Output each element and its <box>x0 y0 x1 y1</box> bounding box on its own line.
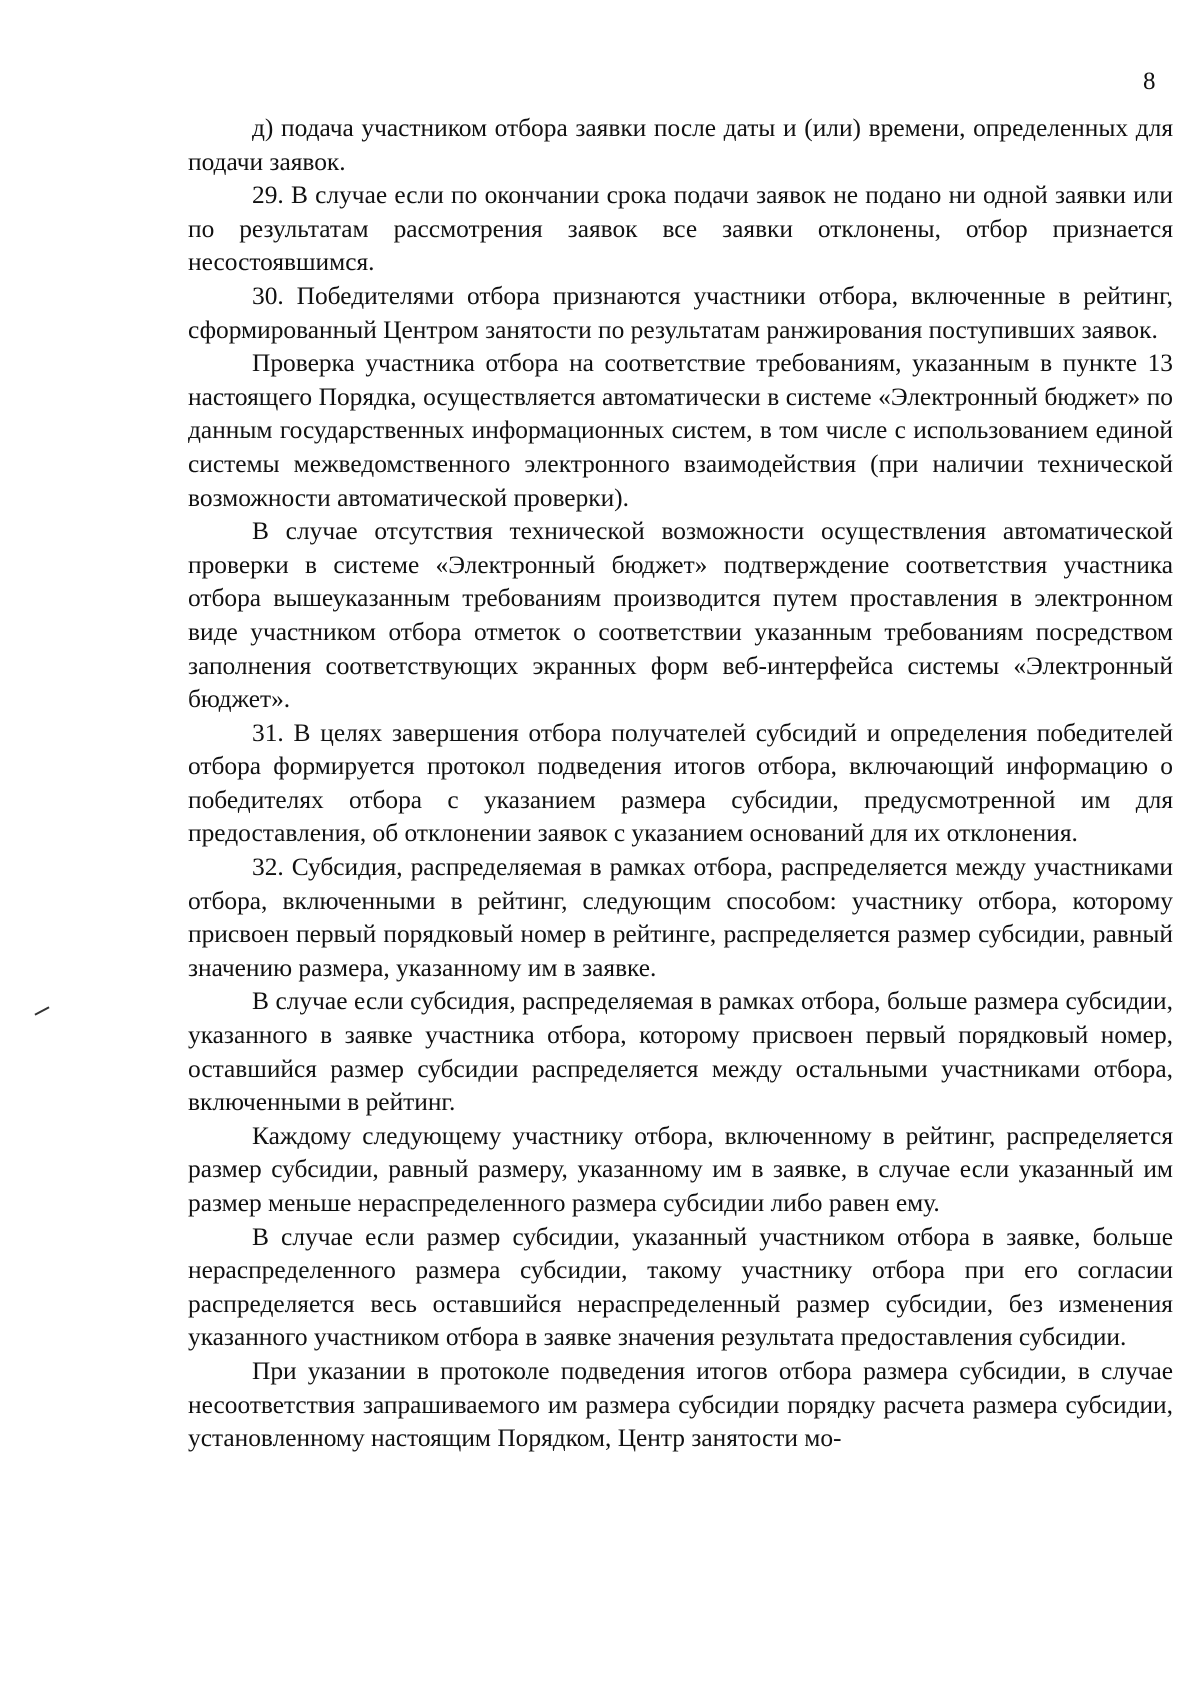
paragraph-item-d: д) подача участником отбора заявки после даты и (или) времени, определенных для подачи заявок. <box>188 114 1173 176</box>
paragraph-32-exceeds: В случае если размер субсидии, указанный участником отбора в заявке, больше нераспределенного размера субсидии, такому участнику отбора при его согласии распределяется весь оставшийся нераспределенный размер субсидии, без изменения указанного участником отбора в заявке значения результата предоставления субсидии. <box>188 1222 1173 1352</box>
paragraph-31: 31. В целях завершения отбора получателей субсидий и определения победителей отбора формируется протокол подведения итогов отбора, включающий информацию о победителях отбора с указанием размера субсидии, предусмотренной им для предоставления, об отклонении заявок с указанием оснований для их отклонения. <box>188 718 1173 848</box>
document-body <box>188 112 1173 1456</box>
paragraph-32-next-participant: Каждому следующему участнику отбора, включенному в рейтинг, распределяется размер субсидии, равный размеру, указанному им в заявке, в случае если указанный им размер меньше нераспределенного размера субсидии либо равен ему. <box>188 1121 1173 1217</box>
paragraph-30-check: Проверка участника отбора на соответствие требованиям, указанным в пункте 13 настоящего Порядка, осуществляется автоматически в системе «Электронный бюджет» по данным государственных информационных систем, в том числе с использованием единой системы межведомственного электронного взаимодействия (при наличии технической возможности автоматической проверки). <box>188 349 1173 512</box>
paragraph-protocol: При указании в протоколе подведения итогов отбора размера субсидии, в случае несоответствия запрашиваемого им размера субсидии порядку расчета размера субсидии, установленному настоящим Порядком, Центр занятости мо- <box>188 1356 1173 1453</box>
paragraph-29: 29. В случае если по окончании срока подачи заявок не подано ни одной заявки или по результатам рассмотрения заявок все заявки отклонены, отбор признается несостоявшимся. <box>188 181 1173 277</box>
scan-mark <box>34 1006 49 1015</box>
paragraph-30-manual-check: В случае отсутствия технической возможности осуществления автоматической проверки в системе «Электронный бюджет» подтверждение соответствия участника отбора вышеуказанным требованиям производится путем проставления в электронном виде участником отбора отметок о соответствии указанным требованиям посредством заполнения соответствующих экранных форм веб-интерфейса системы «Электронный бюджет». <box>188 517 1173 714</box>
paragraph-30: 30. Победителями отбора признаются участники отбора, включенные в рейтинг, сформированный Центром занятости по результатам ранжирования поступивших заявок. <box>188 281 1173 344</box>
paragraph-32: 32. Субсидия, распределяемая в рамках отбора, распределяется между участниками отбора, включенными в рейтинг, следующим способом: участнику отбора, которому присвоен первый порядковый номер в рейтинге, распределяется размер субсидии, равный значению размера, указанному им в заявке. <box>188 853 1173 982</box>
paragraph-32-remainder: В случае если субсидия, распределяемая в рамках отбора, больше размера субсидии, указанного в заявке участника отбора, которому присвоен первый порядковый номер, оставшийся размер субсидии распределяется между остальными участниками отбора, включенными в рейтинг. <box>188 987 1173 1117</box>
page-number: 8 <box>1143 68 1156 95</box>
